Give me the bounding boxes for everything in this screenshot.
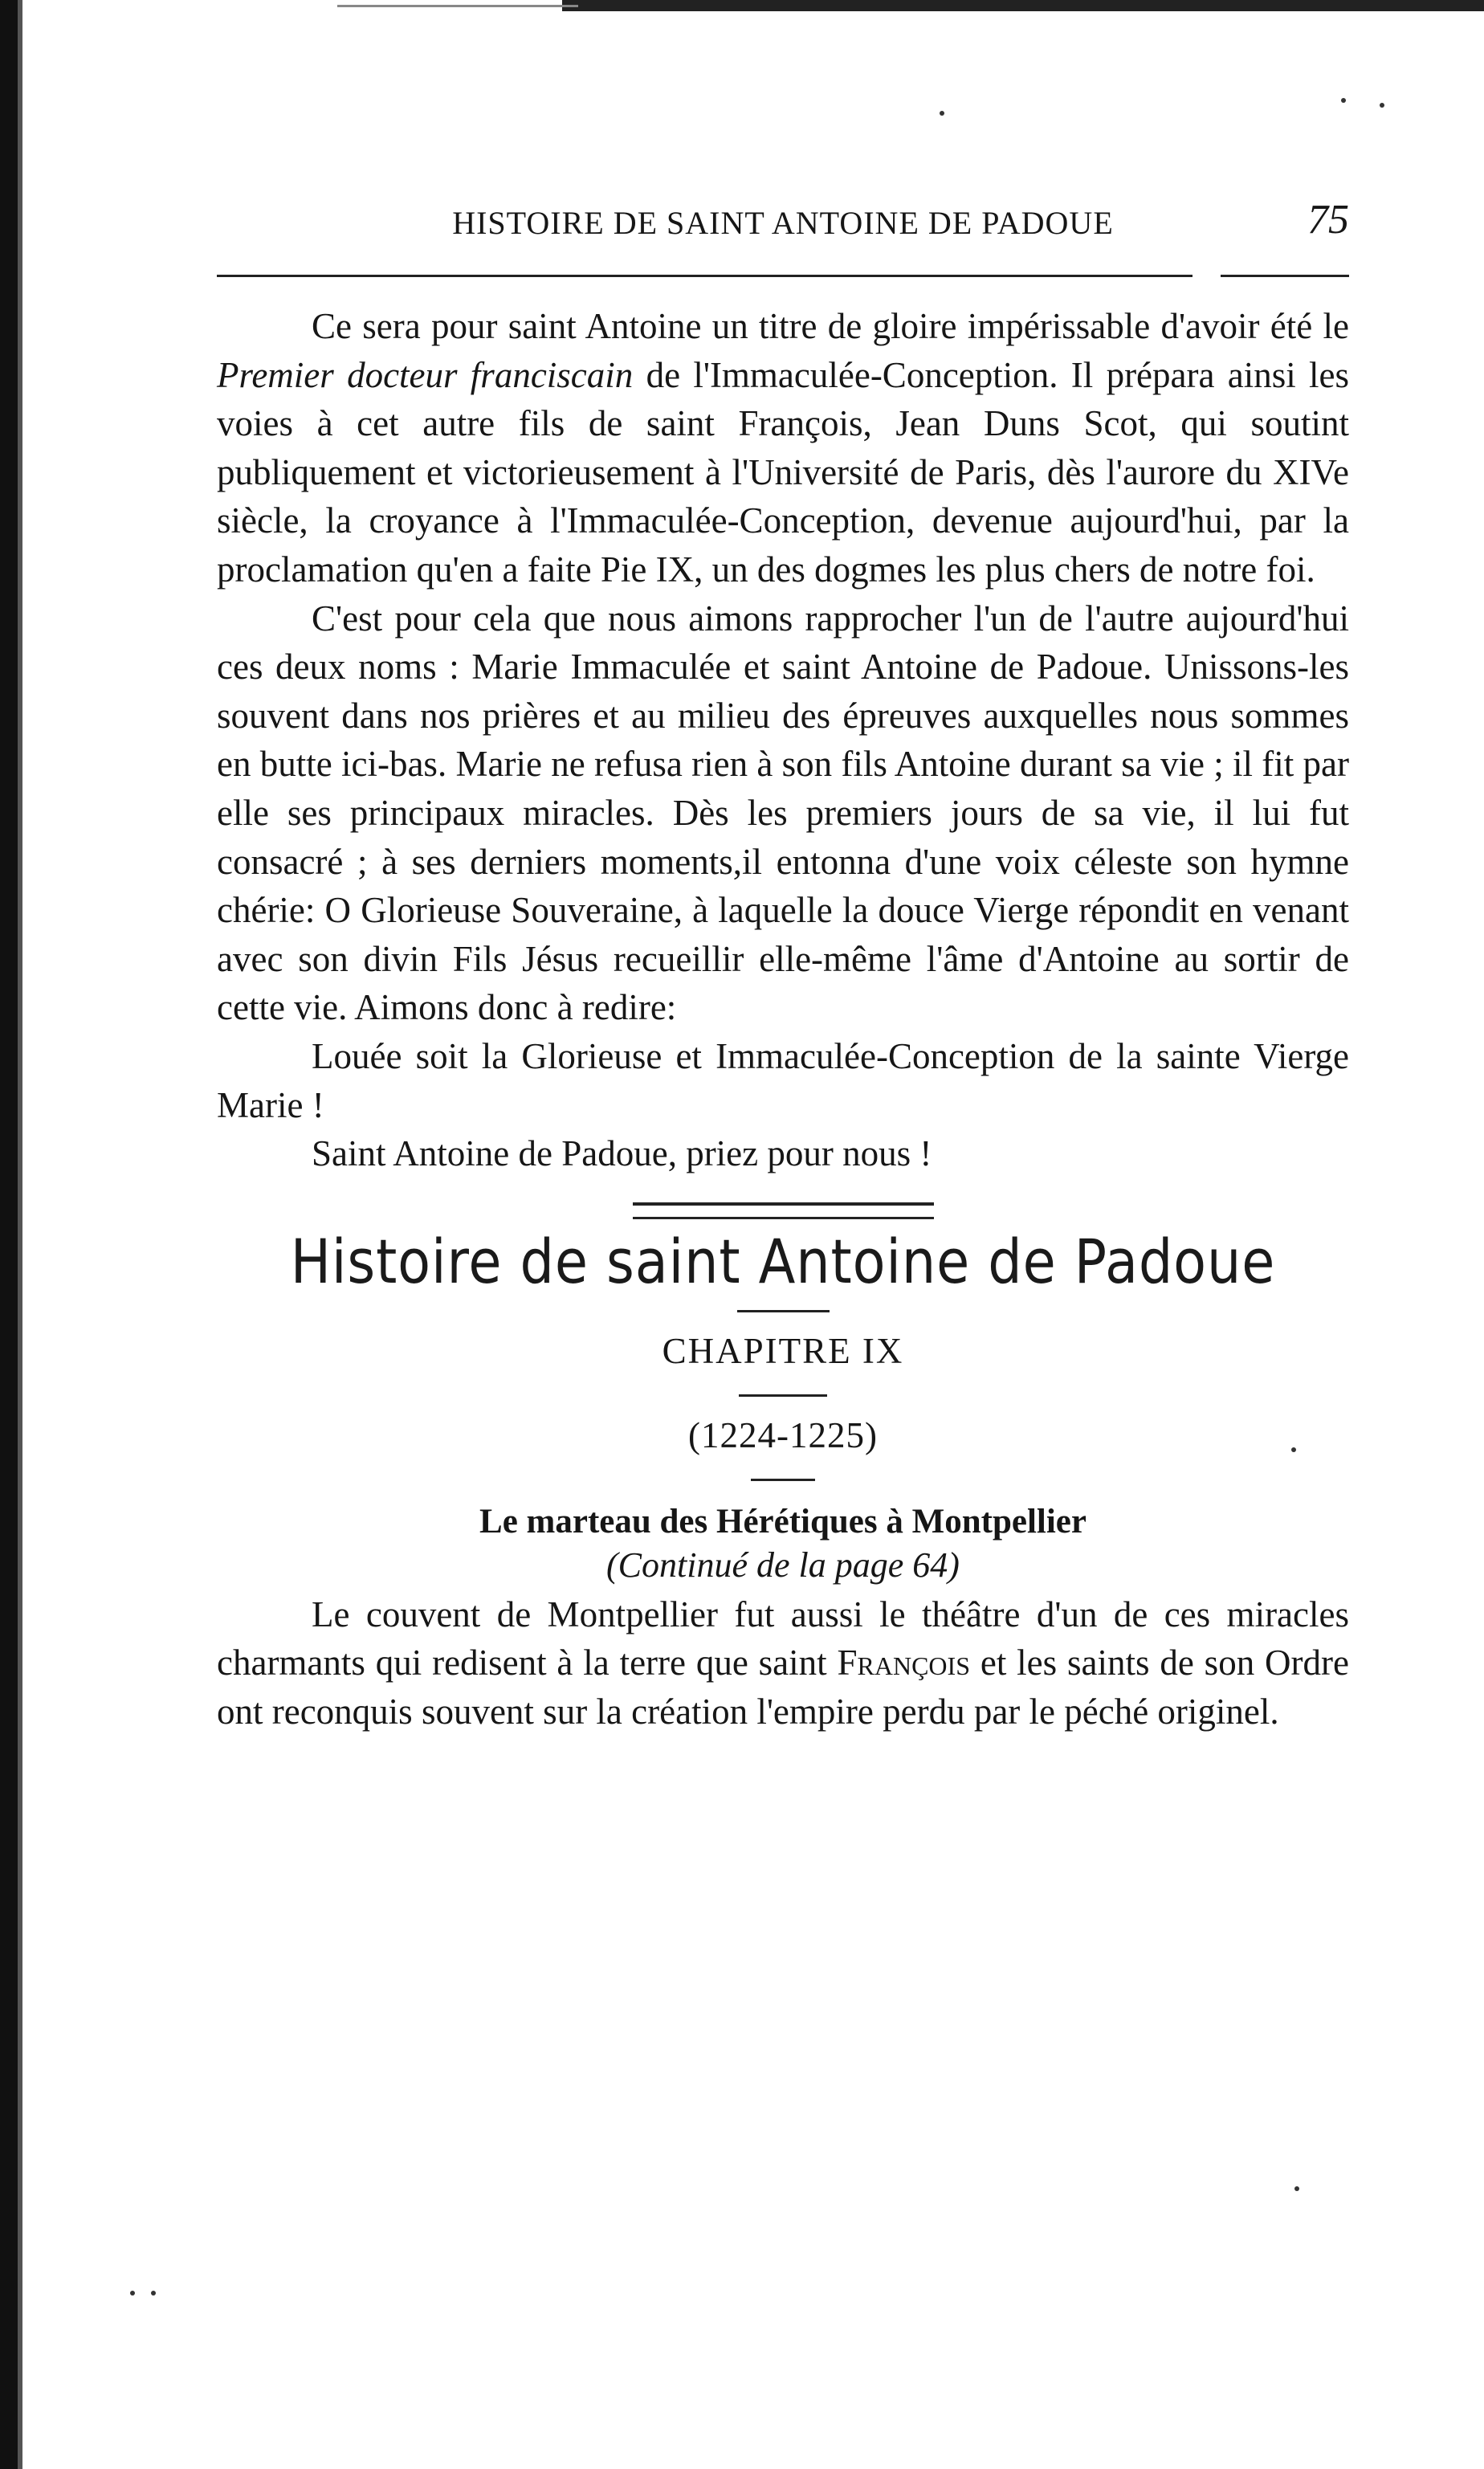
scan-border-left [0, 0, 18, 2469]
scan-border-left-shadow [18, 0, 22, 2469]
scan-speck [1294, 2186, 1299, 2191]
paragraph-text: et les saints de son Ordre ont reconquis souvent sur la création l'empire perdu par le péché originel. [217, 1643, 1349, 1732]
running-head [217, 197, 1349, 257]
scan-speck [151, 2291, 156, 2296]
paragraph-text: Ce sera pour saint Antoine un titre de gloire impérissable d'avoir été le [312, 306, 1349, 346]
dates-rule [751, 1479, 815, 1481]
scan-speck [1341, 98, 1346, 103]
main-text [217, 302, 1349, 1178]
header-rule [217, 275, 1192, 277]
section-title: Le marteau des Hérétiques à Montpellier [479, 1502, 1086, 1541]
small-caps-name: François [837, 1643, 970, 1683]
chapter-text [217, 1590, 1349, 1736]
paragraph: Louée soit la Glorieuse et Immaculée-Conception de la sainte Vierge Marie ! [217, 1035, 1349, 1125]
double-rule-divider [633, 1202, 934, 1219]
paragraph: C'est pour cela que nous aimons rapprocher l'un de l'autre aujourd'hui ces deux noms : Marie Immaculée et saint Antoine de Padoue. Unissons-les souvent dans nos prières et au milieu des épreuves auxquelles nous sommes en butte ici-bas. Marie ne refusa rien à son fils Antoine durant sa vie ; il fit par elle ses principaux miracles. Dès les premiers jours de sa vie, il lui fut consacré ; à ses derniers moments,il entonna d'une voix céleste son hymne chérie: O Glorieuse Souveraine, à laquelle la douce Vierge répondit en venant avec son divin Fils Jésus recueillir elle-même l'âme d'Antoine au sortir de cette vie. Aimons donc à redire: [217, 598, 1349, 1028]
paragraph: Saint Antoine de Padoue, priez pour nous ! [312, 1133, 932, 1174]
chapter-rule [739, 1394, 827, 1397]
page-number: 75 [1307, 197, 1349, 243]
paragraph [217, 1590, 1349, 1736]
book-page [217, 197, 1349, 1736]
scan-border-top-thin [337, 5, 578, 7]
scan-speck [130, 2291, 135, 2296]
scan-speck [1291, 1447, 1296, 1452]
series-title: Histoire de saint Antoine de Padoue [290, 1225, 1276, 1297]
title-rule [737, 1310, 830, 1312]
emphasis-text: Premier docteur franciscain [217, 354, 634, 395]
scan-border-top [562, 0, 1484, 11]
continuation-note: (Continué de la page 64) [606, 1545, 960, 1585]
running-title: HISTOIRE DE SAINT ANTOINE DE PADOUE [452, 205, 1114, 241]
scan-speck [940, 111, 944, 116]
chapter-heading: CHAPITRE IX [662, 1330, 904, 1371]
header-rule-right [1221, 275, 1349, 277]
paragraph-text: de l'Immaculée-Conception. Il prépara ainsi les voies à cet autre fils de saint François, Jean Duns Scot, qui soutint publiquement et victorieusement à l'Université de Paris, dès l'aurore du XIVe siècle, la croyance à l'Immaculée-Conception, devenue aujourd'hui, par la proclamation qu'en a faite Pie IX, un des dogmes les plus chers de notre foi. [217, 354, 1349, 590]
paragraph-text: Le couvent de Montpellier fut aussi le théâtre d'un de ces miracles charmants qui redisent à la terre que saint [217, 1594, 1349, 1683]
chapter-dates: (1224-1225) [688, 1414, 878, 1455]
scan-speck [1380, 103, 1384, 108]
paragraph [217, 302, 1349, 594]
